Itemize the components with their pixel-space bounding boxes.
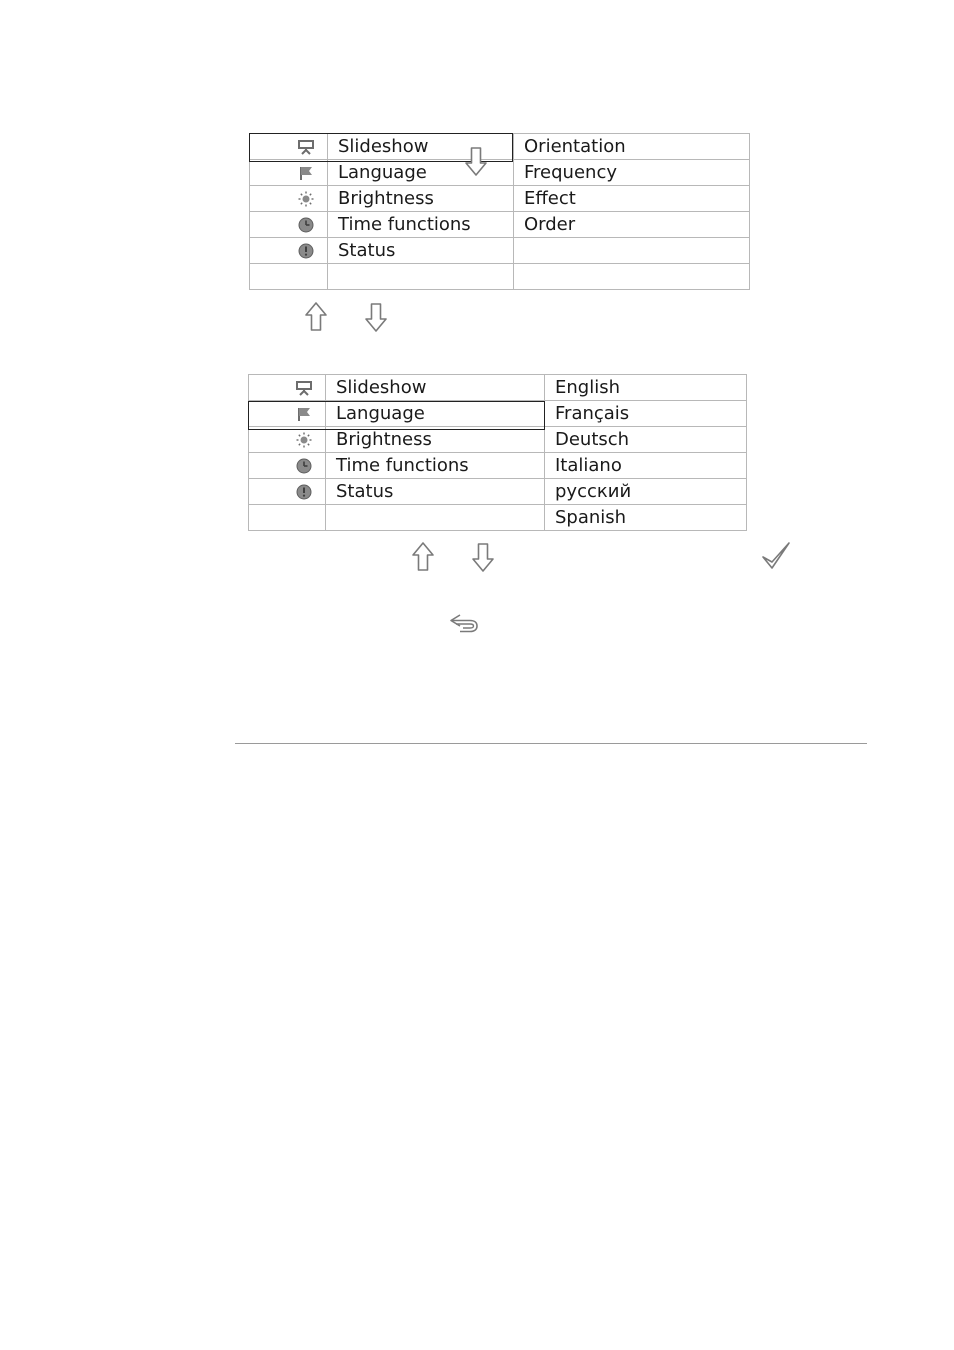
menu-item-label[interactable]: Brightness <box>326 427 545 453</box>
menu-row-status[interactable] <box>250 238 750 264</box>
menu-item-label <box>326 505 545 531</box>
menu-item-label[interactable]: Brightness <box>328 186 514 212</box>
status-icon <box>297 243 315 259</box>
menu-row-brightness[interactable] <box>249 427 747 453</box>
status-icon <box>295 484 313 500</box>
language-option[interactable]: Italiano <box>545 453 747 479</box>
menu-item-label[interactable]: Language <box>328 160 514 186</box>
menu-row-time-functions[interactable] <box>250 212 750 238</box>
down-arrow-icon <box>470 541 496 573</box>
up-arrow-icon <box>410 541 436 573</box>
menu-row-empty[interactable] <box>249 505 747 531</box>
flag-icon <box>295 406 313 422</box>
menu-item-label[interactable]: Status <box>328 238 514 264</box>
settings-menu-table <box>249 133 750 290</box>
language-option[interactable]: English <box>545 375 747 401</box>
down-arrow-icon <box>463 145 489 177</box>
menu-item-label[interactable]: Language <box>326 401 545 427</box>
down-arrow-icon <box>363 301 389 333</box>
menu-row-language[interactable] <box>250 160 750 186</box>
menu-row-empty <box>250 264 750 290</box>
menu-row-status[interactable] <box>249 479 747 505</box>
menu-item-label[interactable]: Slideshow <box>328 134 514 160</box>
menu-item-label <box>328 264 514 290</box>
menu-item-label[interactable]: Time functions <box>328 212 514 238</box>
language-option[interactable]: Français <box>545 401 747 427</box>
up-arrow-icon <box>303 301 329 333</box>
submenu-item <box>514 264 750 290</box>
menu-row-slideshow[interactable] <box>250 134 750 160</box>
slideshow-icon <box>295 380 313 396</box>
checkmark-icon <box>761 540 791 572</box>
language-option[interactable]: Spanish <box>545 505 747 531</box>
time-icon <box>297 217 315 233</box>
submenu-item[interactable]: Orientation <box>514 134 750 160</box>
menu-row-brightness[interactable] <box>250 186 750 212</box>
section-divider <box>235 743 867 744</box>
submenu-item[interactable] <box>514 238 750 264</box>
language-option[interactable]: русский <box>545 479 747 505</box>
submenu-item[interactable]: Frequency <box>514 160 750 186</box>
slideshow-icon <box>297 139 315 155</box>
language-menu-table <box>248 374 747 531</box>
flag-icon <box>297 165 315 181</box>
menu-row-language[interactable] <box>249 401 747 427</box>
time-icon <box>295 458 313 474</box>
submenu-item[interactable]: Order <box>514 212 750 238</box>
menu-item-label[interactable]: Slideshow <box>326 375 545 401</box>
language-option[interactable]: Deutsch <box>545 427 747 453</box>
menu-row-time-functions[interactable] <box>249 453 747 479</box>
brightness-icon <box>297 191 315 207</box>
back-icon <box>448 611 480 635</box>
submenu-item[interactable]: Effect <box>514 186 750 212</box>
menu-item-label[interactable]: Time functions <box>326 453 545 479</box>
menu-item-label[interactable]: Status <box>326 479 545 505</box>
menu-row-slideshow[interactable] <box>249 375 747 401</box>
brightness-icon <box>295 432 313 448</box>
